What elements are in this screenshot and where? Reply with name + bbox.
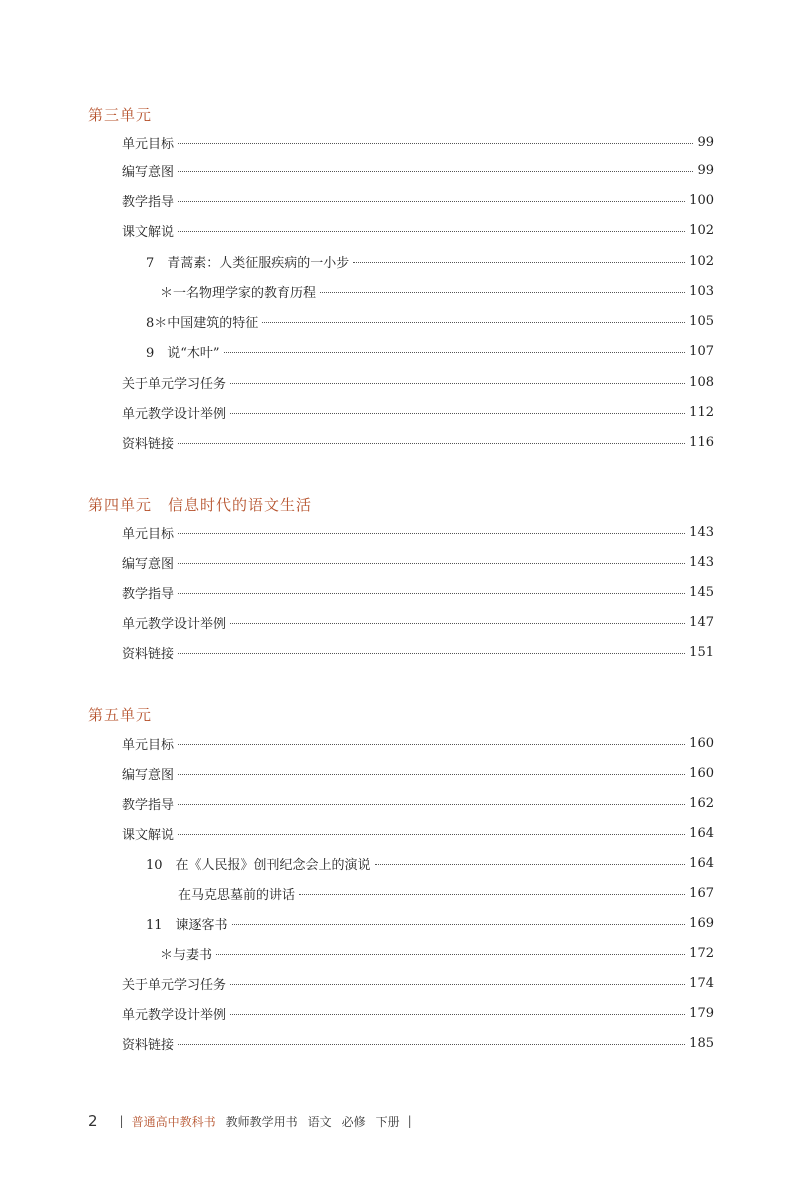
divider: | bbox=[407, 1114, 412, 1128]
toc-entry[interactable] bbox=[122, 190, 714, 210]
entry-label: 11 谏逐客书 bbox=[146, 917, 228, 933]
toc-entry[interactable] bbox=[160, 281, 714, 301]
entry-label: 课文解说 bbox=[122, 827, 175, 843]
entry-label: 单元教学设计举例 bbox=[122, 406, 227, 422]
entry-page: 108 bbox=[689, 374, 714, 390]
entry-label: 单元目标 bbox=[122, 737, 175, 753]
toc-entry[interactable] bbox=[122, 552, 714, 572]
toc-entry[interactable] bbox=[122, 432, 714, 452]
toc-entry[interactable] bbox=[160, 943, 714, 963]
entry-page: 151 bbox=[689, 644, 714, 660]
entry-label: 教学指导 bbox=[122, 586, 175, 602]
entry-label: 关于单元学习任务 bbox=[122, 376, 227, 392]
leader-dots bbox=[224, 352, 686, 353]
unit-title bbox=[88, 104, 152, 125]
entry-label: 课文解说 bbox=[122, 224, 175, 240]
leader-dots bbox=[178, 563, 685, 564]
toc-entry[interactable] bbox=[122, 372, 714, 392]
entry-page: 162 bbox=[689, 795, 714, 811]
entry-label: 单元教学设计举例 bbox=[122, 1007, 227, 1023]
leader-dots bbox=[353, 262, 685, 263]
toc-entry[interactable] bbox=[122, 522, 714, 542]
entry-label: ＊与妻书 bbox=[160, 947, 213, 963]
entry-page: 107 bbox=[689, 343, 714, 359]
toc-entry[interactable] bbox=[122, 763, 714, 783]
leader-dots bbox=[375, 864, 686, 865]
leader-dots bbox=[178, 744, 685, 745]
entry-label: 教学指导 bbox=[122, 194, 175, 210]
entry-page: 100 bbox=[689, 192, 714, 208]
leader-dots bbox=[178, 443, 685, 444]
entry-label: 单元教学设计举例 bbox=[122, 616, 227, 632]
toc-entry[interactable] bbox=[122, 823, 714, 843]
entry-page: 174 bbox=[689, 975, 714, 991]
leader-dots bbox=[230, 413, 685, 414]
page-number: 2 bbox=[88, 1112, 98, 1130]
unit-title bbox=[88, 704, 152, 725]
toc-entry[interactable] bbox=[146, 311, 714, 331]
toc-entry[interactable] bbox=[122, 973, 714, 993]
entry-page: 172 bbox=[689, 945, 714, 961]
toc-entry[interactable] bbox=[146, 853, 714, 873]
leader-dots bbox=[230, 984, 685, 985]
leader-dots bbox=[178, 171, 693, 172]
leader-dots bbox=[232, 924, 686, 925]
entry-label: 编写意图 bbox=[122, 164, 175, 180]
entry-page: 160 bbox=[689, 765, 714, 781]
leader-dots bbox=[178, 1044, 685, 1045]
leader-dots bbox=[230, 1014, 685, 1015]
book-type: 必修 bbox=[341, 1114, 366, 1129]
entry-page: 102 bbox=[689, 222, 714, 238]
toc-entry[interactable] bbox=[178, 883, 714, 903]
toc-entry[interactable] bbox=[122, 612, 714, 632]
toc-entry[interactable] bbox=[146, 913, 714, 933]
entry-page: 164 bbox=[689, 855, 714, 871]
entry-page: 147 bbox=[689, 614, 714, 630]
leader-dots bbox=[178, 834, 685, 835]
entry-label: 10 在《人民报》创刊纪念会上的演说 bbox=[146, 857, 371, 873]
toc-entry[interactable] bbox=[146, 341, 714, 361]
entry-label: 关于单元学习任务 bbox=[122, 977, 227, 993]
entry-label: 资料链接 bbox=[122, 436, 175, 452]
entry-page: 167 bbox=[689, 885, 714, 901]
entry-page: 99 bbox=[697, 162, 714, 178]
page-footer bbox=[88, 1112, 420, 1130]
entry-page: 143 bbox=[689, 554, 714, 570]
entry-page: 143 bbox=[689, 524, 714, 540]
entry-page: 169 bbox=[689, 915, 714, 931]
book-title: 教师教学用书 bbox=[225, 1114, 298, 1129]
entry-label: 8＊中国建筑的特征 bbox=[146, 315, 259, 331]
entry-page: 116 bbox=[689, 434, 714, 450]
entry-label: 在马克思墓前的讲话 bbox=[178, 887, 296, 903]
leader-dots bbox=[262, 322, 685, 323]
toc-entry[interactable] bbox=[122, 582, 714, 602]
unit-title-text: 第四单元 bbox=[88, 496, 153, 514]
leader-dots bbox=[178, 593, 685, 594]
entry-label: ＊一名物理学家的教育历程 bbox=[160, 285, 317, 301]
entry-label: 单元目标 bbox=[122, 136, 175, 152]
unit-subtitle: 信息时代的语文生活 bbox=[168, 496, 313, 514]
entry-page: 105 bbox=[689, 313, 714, 329]
entry-label: 单元目标 bbox=[122, 526, 175, 542]
leader-dots bbox=[230, 383, 685, 384]
leader-dots bbox=[178, 201, 685, 202]
entry-label: 9 说“木叶” bbox=[146, 345, 220, 361]
leader-dots bbox=[178, 533, 685, 534]
leader-dots bbox=[216, 954, 685, 955]
entry-page: 160 bbox=[689, 735, 714, 751]
toc-entry[interactable] bbox=[146, 251, 714, 271]
book-volume: 下册 bbox=[375, 1114, 400, 1129]
entry-page: 112 bbox=[689, 404, 714, 420]
unit-title-text: 第三单元 bbox=[88, 106, 153, 124]
entry-label: 教学指导 bbox=[122, 797, 175, 813]
toc-entry[interactable] bbox=[122, 160, 714, 180]
entry-page: 185 bbox=[689, 1035, 714, 1051]
entry-label: 7 青蒿素：人类征服疾病的一小步 bbox=[146, 255, 350, 271]
entry-page: 145 bbox=[689, 584, 714, 600]
leader-dots bbox=[178, 231, 685, 232]
leader-dots bbox=[178, 804, 685, 805]
leader-dots bbox=[178, 143, 693, 144]
toc-entry[interactable] bbox=[122, 220, 714, 240]
leader-dots bbox=[178, 774, 685, 775]
toc-entry[interactable] bbox=[122, 733, 714, 753]
entry-label: 资料链接 bbox=[122, 646, 175, 662]
toc-entry[interactable] bbox=[122, 642, 714, 662]
leader-dots bbox=[178, 653, 685, 654]
leader-dots bbox=[230, 623, 685, 624]
book-series: 普通高中教科书 bbox=[131, 1114, 216, 1129]
unit-title bbox=[88, 494, 312, 515]
entry-page: 103 bbox=[689, 283, 714, 299]
entry-page: 102 bbox=[689, 253, 714, 269]
divider: | bbox=[119, 1114, 124, 1128]
toc-entry[interactable] bbox=[122, 402, 714, 422]
unit-title-text: 第五单元 bbox=[88, 706, 153, 724]
book-subject: 语文 bbox=[307, 1114, 332, 1129]
toc-entry[interactable] bbox=[122, 1003, 714, 1023]
entry-page: 99 bbox=[697, 134, 714, 150]
entry-page: 179 bbox=[689, 1005, 714, 1021]
entry-label: 编写意图 bbox=[122, 767, 175, 783]
toc-entry[interactable] bbox=[122, 132, 714, 152]
leader-dots bbox=[299, 894, 685, 895]
toc-entry[interactable] bbox=[122, 1033, 714, 1053]
entry-label: 资料链接 bbox=[122, 1037, 175, 1053]
toc-entry[interactable] bbox=[122, 793, 714, 813]
entry-page: 164 bbox=[689, 825, 714, 841]
entry-label: 编写意图 bbox=[122, 556, 175, 572]
leader-dots bbox=[320, 292, 685, 293]
